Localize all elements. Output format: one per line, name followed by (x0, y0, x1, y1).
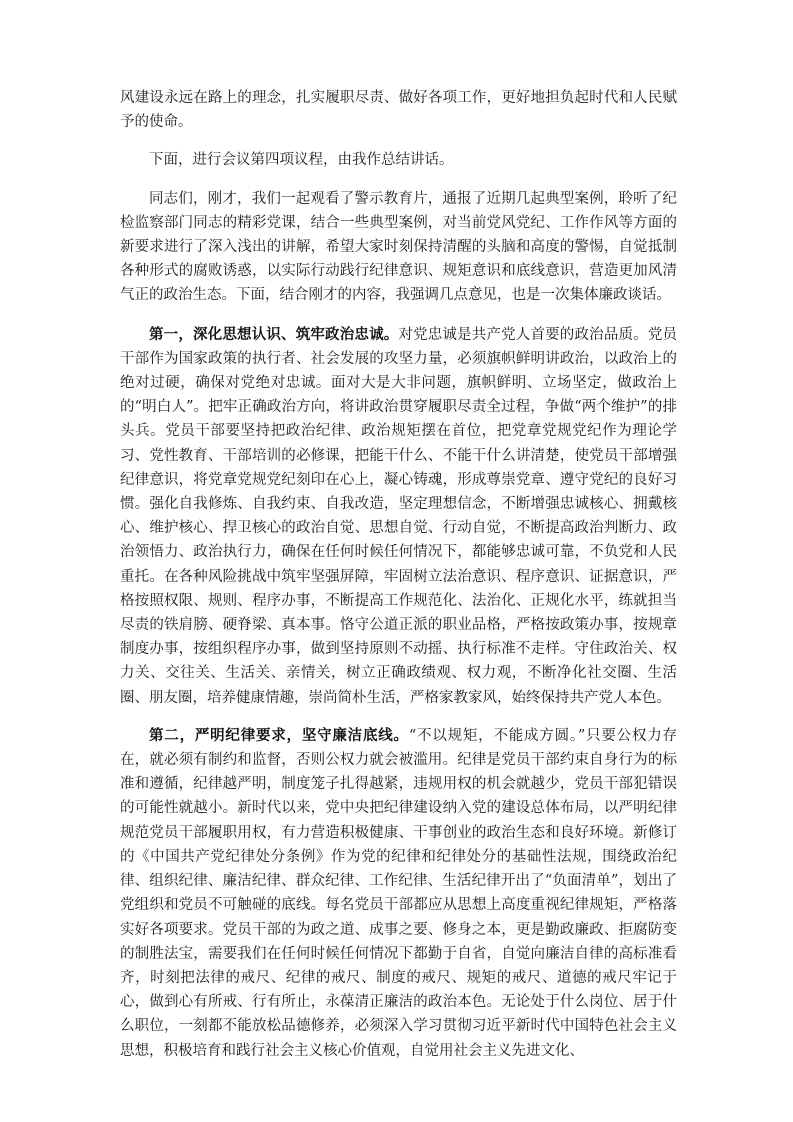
paragraph-heading: 第二，严明纪律要求，坚守廉洁底线。 (149, 727, 409, 744)
document-body (120, 86, 677, 1063)
paragraph-heading: 第一，深化思想认识、筑牢政治忠诚。 (149, 326, 399, 343)
paragraph-continuation (120, 86, 677, 134)
paragraph-agenda (120, 148, 677, 172)
paragraph-text: 同志们，刚才，我们一起观看了警示教育片，通报了近期几起典型案例，聆听了纪检监察部门同志的精彩党课，结合一些典型案例，对当前党风党纪、工作作风等方面的新要求进行了深入浅出的讲解，希望大家时刻保持清醒的头脑和高度的警惕，自觉抵制各种形式的腐败诱惑，以实际行动践行纪律意识、规矩意识和底线意识，营造更加风清气正的政治生态。下面，结合刚才的内容，我强调几点意见，也是一次集体廉政谈话。 (120, 190, 677, 304)
paragraph-point-two (120, 724, 677, 1063)
paragraph-text: 下面，进行会议第四项议程，由我作总结讲话。 (149, 152, 454, 169)
paragraph-text: 风建设永远在路上的理念，扎实履职尽责、做好各项工作，更好地担负起时代和人民赋予的使命。 (120, 90, 677, 131)
paragraph-intro (120, 187, 677, 308)
paragraph-text: “不以规矩，不能成方圆。”只要公权力存在，就必须有制约和监督，否则公权力就会被滥用。纪律是党员干部约束自身行为的标准和遵循，纪律越严明，制度笼子扎得越紧，违规用权的机会就越少，党员干部犯错误的可能性就越小。新时代以来，党中央把纪律建设纳入党的建设总体布局，以严明纪律规范党员干部履职用权，有力营造积极健康、干事创业的政治生态和良好环境。新修订的《中国共产党纪律处分条例》作为党的纪律和纪律处分的基础性法规，围绕政治纪律、组织纪律、廉洁纪律、群众纪律、工作纪律、生活纪律开出了“负面清单”，划出了党组织和党员不可触碰的底线。每名党员干部都应从思想上高度重视纪律规矩，严格落实好各项要求。党员干部的为政之道、成事之要、修身之本，更是勤政廉政、拒腐防变的制胜法宝，需要我们在任何时候任何情况下都勤于自省，自觉向廉洁自律的高标准看齐，时刻把法律的戒尺、纪律的戒尺、制度的戒尺、规矩的戒尺、道德的戒尺牢记于心，做到心有所戒、行有所止，永葆清正廉洁的政治本色。无论处于什么岗位、居于什么职位，一刻都不能放松品德修养，必须深入学习贯彻习近平新时代中国特色社会主义思想，积极培育和践行社会主义核心价值观，自觉用社会主义先进文化、 (120, 727, 678, 1059)
paragraph-point-one (120, 323, 677, 710)
paragraph-text: 对党忠诚是共产党人首要的政治品质。党员干部作为国家政策的执行者、社会发展的攻坚力量，必须旗帜鲜明讲政治，以政治上的绝对过硬，确保对党绝对忠诚。面对大是大非问题，旗帜鲜明、立场坚定，做政治上的“明白人”。把牢正确政治方向，将讲政治贯穿履职尽责全过程，争做“两个维护”的排头兵。党员干部要坚持把政治纪律、政治规矩摆在首位，把党章党规党纪作为理论学习、党性教育、干部培训的必修课，把能干什么、不能干什么讲清楚，使党员干部增强纪律意识，将党章党规党纪刻印在心上，凝心铸魂，形成尊崇党章、遵守党纪的良好习惯。强化自我修炼、自我约束、自我改造，坚定理想信念，不断增强忠诚核心、拥戴核心、维护核心、捍卫核心的政治自觉、思想自觉、行动自觉，不断提高政治判断力、政治领悟力、政治执行力，确保在任何时候任何情况下，都能够忠诚可靠，不负党和人民重托。在各种风险挑战中筑牢坚强屏障，牢固树立法治意识、程序意识、证据意识，严格按照权限、规则、程序办事，不断提高工作规范化、法治化、正规化水平，练就担当尽责的铁肩膀、硬脊梁、真本事。恪守公道正派的职业品格，严格按政策办事，按规章制度办事，按组织程序办事，做到坚持原则不动摇、执行标准不走样。守住政治关、权力关、交往关、生活关、亲情关，树立正确政绩观、权力观，不断净化社交圈、生活圈、朋友圈，培养健康情趣，崇尚简朴生活，严格家教家风，始终保持共产党人本色。 (120, 326, 678, 706)
